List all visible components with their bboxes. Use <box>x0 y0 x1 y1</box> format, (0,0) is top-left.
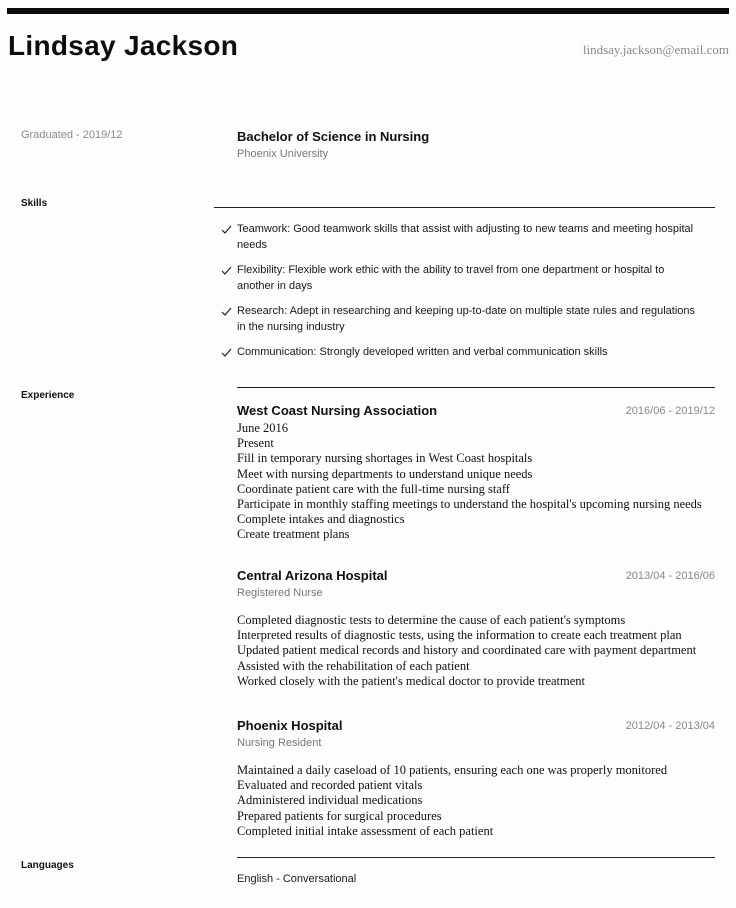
degree-title: Bachelor of Science in Nursing <box>237 129 430 144</box>
skill-text: Flexibility: Flexible work ethic with the ability to travel from one department or hospital to another in days <box>237 264 665 292</box>
job-line: Completed diagnostic tests to determine the cause of each patient's symptoms <box>237 613 626 627</box>
job-details <box>237 763 715 839</box>
skill-item <box>221 222 701 253</box>
employer-name: Central Arizona Hospital <box>237 568 388 583</box>
job-line: Completed initial intake assessment of each patient <box>237 823 494 838</box>
job-entry <box>237 403 715 543</box>
job-line: Create treatment plans <box>237 527 350 542</box>
skill-item <box>221 345 701 361</box>
skill-text: Teamwork: Good teamwork skills that assist with adjusting to new teams and meeting hospital needs <box>237 223 694 251</box>
check-icon <box>221 225 232 234</box>
job-dates: 2012/04 - 2013/04 <box>625 720 715 732</box>
skill-text: Communication: Strongly developed written and verbal communication skills <box>237 346 608 358</box>
languages-divider <box>237 857 715 858</box>
job-line: Fill in temporary nursing shortages in West Coast hospitals <box>237 451 533 466</box>
school-name: Phoenix University <box>237 148 329 160</box>
job-line: Participate in monthly staffing meetings to understand the hospital's upcoming nursing needs <box>237 497 702 512</box>
job-line: Maintained a daily caseload of 10 patients, ensuring each one was properly monitored <box>237 763 668 777</box>
job-line: June 2016 <box>237 421 289 435</box>
top-bar <box>7 8 729 14</box>
job-dates: 2016/06 - 2019/12 <box>625 405 715 417</box>
job-line: Assisted with the rehabilitation of each patient <box>237 658 470 673</box>
experience-divider <box>237 387 715 388</box>
job-line: Complete intakes and diagnostics <box>237 512 405 527</box>
skills-heading: Skills <box>21 198 48 209</box>
job-line: Evaluated and recorded patient vitals <box>237 778 423 793</box>
skill-item <box>221 263 701 294</box>
job-line: Prepared patients for surgical procedures <box>237 808 442 823</box>
languages-heading: Languages <box>21 860 74 871</box>
job-details <box>237 613 715 689</box>
job-line: Updated patient medical records and history and coordinated care with payment department <box>237 643 697 658</box>
job-line: Coordinate patient care with the full-time nursing staff <box>237 481 510 496</box>
employer-name: Phoenix Hospital <box>237 718 343 733</box>
employer-name: West Coast Nursing Association <box>237 403 438 418</box>
job-dates: 2013/04 - 2016/06 <box>625 570 715 582</box>
check-icon <box>221 307 232 316</box>
job-role: Registered Nurse <box>237 587 323 599</box>
resume-name: Lindsay Jackson <box>8 30 239 61</box>
email-address: lindsay.jackson@email.com <box>582 42 729 57</box>
skill-item <box>221 304 701 335</box>
job-line: Present <box>237 436 274 451</box>
skills-list <box>221 222 701 371</box>
graduation-date: Graduated - 2019/12 <box>21 129 123 141</box>
job-line: Interpreted results of diagnostic tests, using the information to create each treatment plan <box>237 628 682 643</box>
job-entry <box>237 568 715 689</box>
job-entry <box>237 718 715 839</box>
skills-divider <box>214 207 715 208</box>
job-details <box>237 421 715 543</box>
language-item: English - Conversational <box>237 873 357 885</box>
skill-text: Research: Adept in researching and keeping up-to-date on multiple state rules and regulations in the nursing industry <box>237 305 696 333</box>
check-icon <box>221 348 232 357</box>
job-line: Worked closely with the patient's medical doctor to provide treatment <box>237 673 586 688</box>
job-line: Administered individual medications <box>237 793 423 808</box>
job-role: Nursing Resident <box>237 737 322 749</box>
check-icon <box>221 266 232 275</box>
job-line: Meet with nursing departments to understand unique needs <box>237 466 533 481</box>
experience-heading: Experience <box>21 390 75 401</box>
